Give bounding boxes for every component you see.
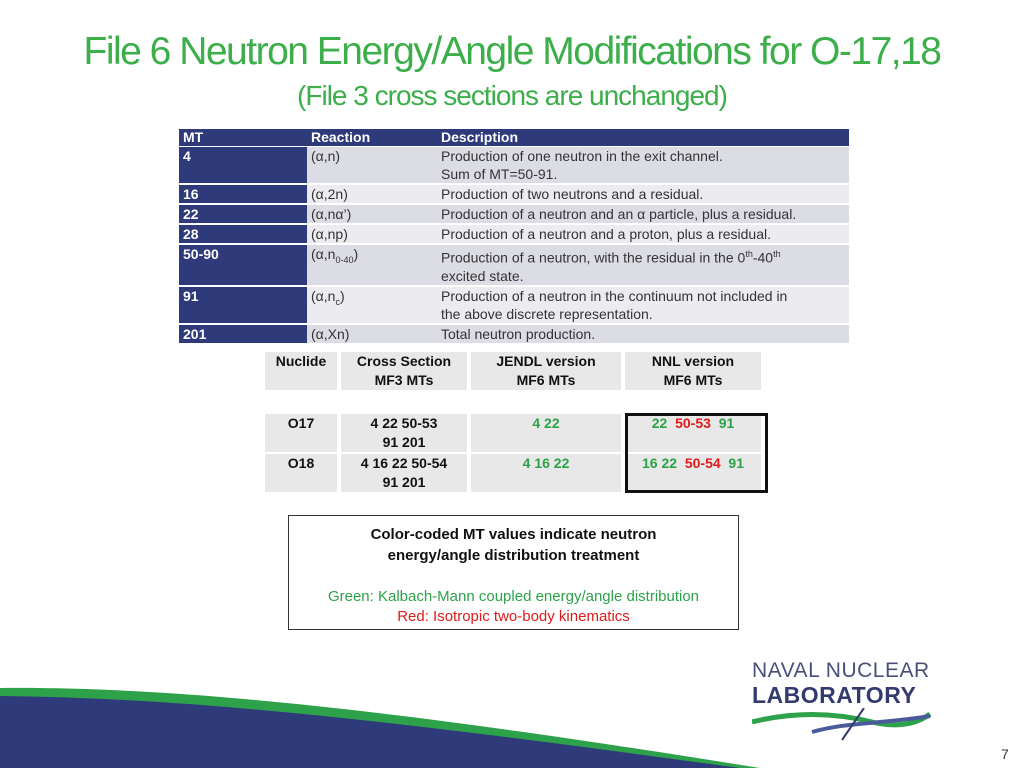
description-line: Production of a neutron in the continuum not included in	[441, 287, 788, 304]
color-legend-box	[288, 515, 739, 630]
header-line: MF3 MTs	[374, 372, 434, 388]
page-title: File 6 Neutron Energy/Angle Modifications for O-17,18	[83, 30, 941, 73]
legend-title	[289, 524, 738, 566]
cell-line: 91 201	[382, 474, 426, 490]
reaction-cell	[307, 287, 437, 325]
header-mt: MT	[179, 129, 307, 147]
header-line: MF6 MTs	[516, 372, 576, 388]
table-row	[179, 205, 849, 225]
table-row	[179, 147, 849, 185]
legend-title-line: energy/angle distribution treatment	[387, 547, 640, 564]
description-line: Production of one neutron in the exit channel.	[441, 148, 723, 164]
bottom-wave-decoration	[0, 648, 760, 768]
header-line: JENDL version	[496, 353, 596, 369]
reaction-cell: (α,nα’)	[307, 205, 437, 225]
description-superscript: th	[745, 249, 753, 259]
nuclide-cell: O17	[265, 414, 341, 454]
header-line: Nuclide	[275, 353, 327, 369]
description-cell	[437, 287, 849, 325]
table-row	[179, 185, 849, 205]
mt-cell: 201	[179, 325, 307, 345]
header-nnl-version	[625, 352, 761, 390]
logo-line-2: LABORATORY	[752, 682, 917, 708]
mt-cell: 16	[179, 185, 307, 205]
legend-red: Red: Isotropic two-body kinematics	[397, 608, 630, 625]
header-cross-section	[341, 352, 471, 390]
version-table-header	[265, 352, 761, 390]
cell-line: 4 16 22 50-54	[360, 455, 448, 471]
cross-section-cell	[341, 454, 471, 494]
cross-section-cell	[341, 414, 471, 454]
page-subtitle: (File 3 cross sections are unchanged)	[297, 80, 727, 111]
nnl-green-mts: 16 22	[642, 455, 678, 471]
description-text: Production of a neutron, with the residual in the 0	[441, 249, 746, 266]
reaction-subscript: 0-40	[335, 254, 354, 265]
description-cell: Production of two neutrons and a residual.	[437, 185, 849, 205]
description-text: -40	[752, 249, 774, 266]
mt-cell: 91	[179, 287, 307, 325]
reaction-cell: (α,np)	[307, 225, 437, 245]
description-line: Sum of MT=50-91.	[441, 166, 558, 182]
cell-line: 91 201	[382, 434, 426, 450]
reaction-text: )	[339, 287, 345, 304]
mt-cell: 50-90	[179, 245, 307, 287]
mt-cell: 28	[179, 225, 307, 245]
legend-green: Green: Kalbach-Mann coupled energy/angle distribution	[327, 588, 700, 605]
reaction-cell	[307, 245, 437, 287]
description-cell: Production of a neutron and an α particle, plus a residual.	[437, 205, 849, 225]
header-nuclide	[265, 352, 341, 390]
logo-wave-icon	[752, 708, 932, 742]
version-header-row	[265, 352, 761, 390]
mt-table-header-row	[179, 129, 849, 147]
header-reaction: Reaction	[307, 129, 437, 147]
reaction-cell: (α,n)	[307, 147, 437, 185]
table-row	[179, 287, 849, 325]
reaction-text: (α,n	[311, 246, 336, 262]
header-line: MF6 MTs	[663, 372, 723, 388]
description-cell	[437, 147, 849, 185]
table-row	[179, 245, 849, 287]
description-line: the above discrete representation.	[441, 305, 653, 322]
naval-nuclear-laboratory-logo	[752, 660, 932, 740]
nnl-red-mts: 50-53	[675, 415, 711, 431]
nuclide-cell: O18	[265, 454, 341, 494]
mt-reaction-table	[179, 129, 849, 345]
reaction-text: (α,n	[311, 287, 336, 304]
description-cell	[437, 245, 849, 287]
logo-line-1: NAVAL NUCLEAR	[752, 659, 930, 682]
description-superscript: th	[773, 249, 781, 259]
nnl-green-mts: 91	[718, 415, 735, 431]
description-cell: Total neutron production.	[437, 325, 849, 345]
cell-line: 4 22 50-53	[370, 415, 438, 431]
reaction-text: )	[353, 246, 359, 262]
nnl-green-mts: 22	[651, 415, 668, 431]
legend-title-line: Color-coded MT values indicate neutron	[370, 526, 657, 543]
nnl-red-mts: 50-54	[684, 455, 721, 471]
description-cell: Production of a neutron and a proton, plus a residual.	[437, 225, 849, 245]
table-row	[179, 325, 849, 345]
wave-navy	[0, 696, 740, 768]
reaction-cell: (α,2n)	[307, 185, 437, 205]
nnl-highlight-box	[625, 413, 768, 493]
mt-cell: 22	[179, 205, 307, 225]
header-line: Cross Section	[356, 353, 452, 369]
header-line: NNL version	[651, 353, 735, 369]
jendl-cell: 4 22	[471, 414, 625, 454]
page-number: 7	[1001, 746, 1009, 762]
description-line	[441, 245, 845, 267]
description-line: excited state.	[441, 267, 524, 284]
mt-cell: 4	[179, 147, 307, 185]
reaction-cell: (α,Xn)	[307, 325, 437, 345]
nnl-green-mts: 91	[728, 455, 744, 471]
table-row	[179, 225, 849, 245]
header-jendl-version	[471, 352, 625, 390]
reaction-subscript: c	[335, 296, 340, 307]
header-description: Description	[437, 129, 849, 147]
jendl-cell: 4 16 22	[471, 454, 625, 494]
